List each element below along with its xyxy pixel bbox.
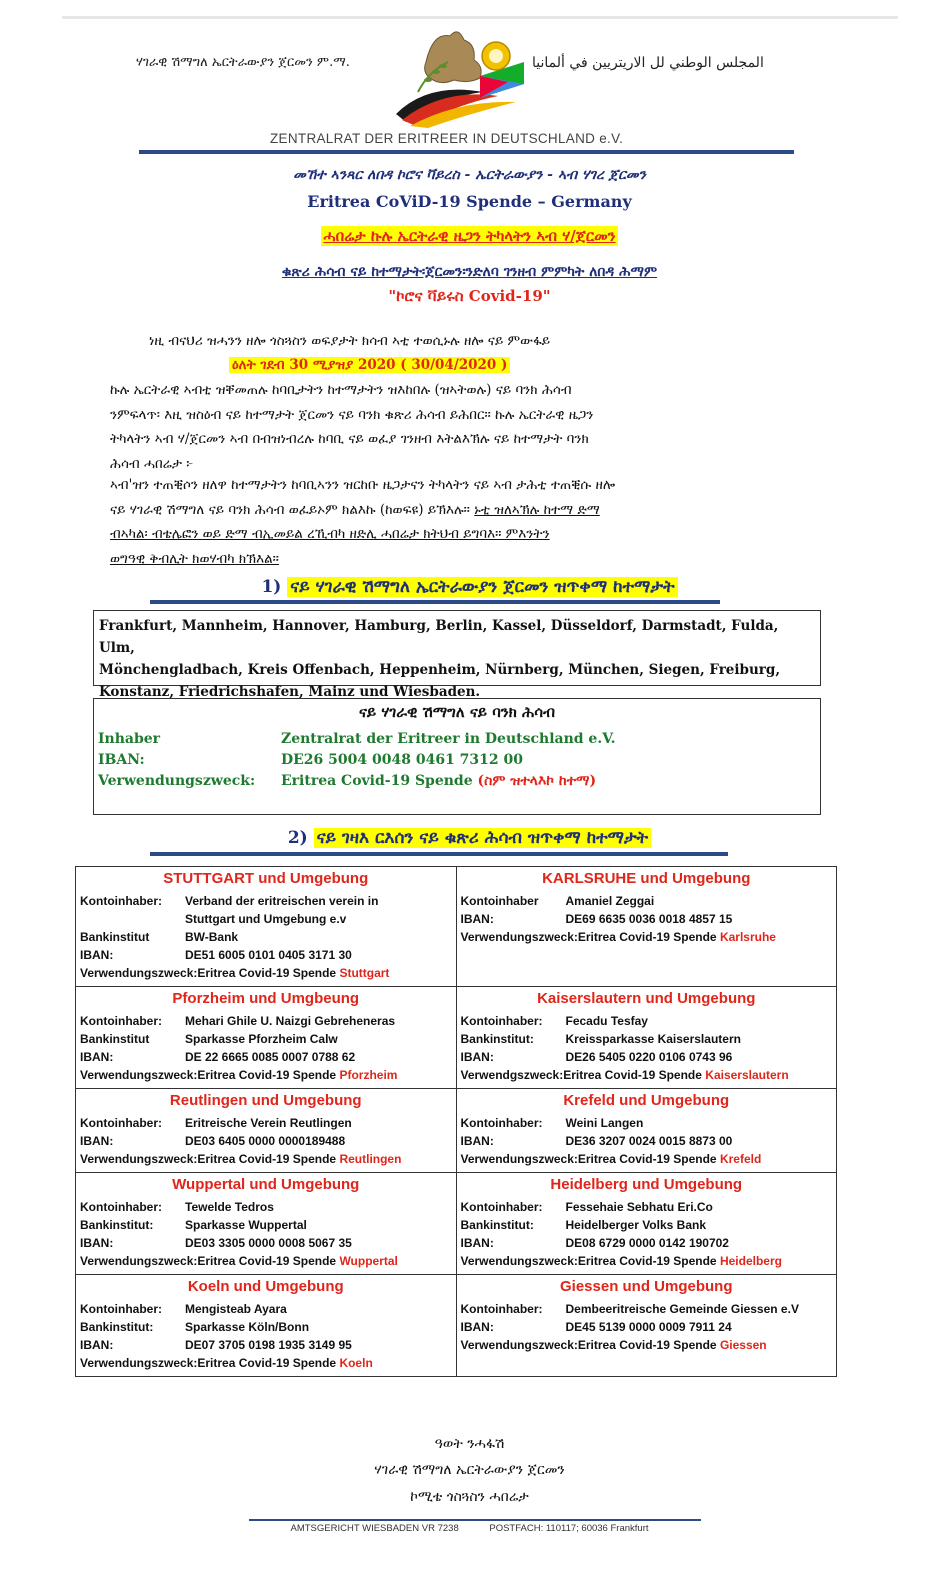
national-bank-account-box [93,698,821,815]
bank-detail-line [80,1234,452,1252]
purpose-label: Verwendungszweck: [80,966,198,980]
purpose-label: Verwendungszweck: [460,1338,578,1352]
intro-paragraph [110,378,810,476]
bank-detail-line [461,1198,833,1216]
header-left-title: ሃገራዊ ሽማግለ ኤርትራውያን ጀርመን ም.ማ. [136,55,350,70]
bank-detail-line [80,1216,452,1234]
intro-line: ንምፍላጥ፡ እዚ ዝስዕብ ናይ ከተማታት ጀርመን ናይ ባንክ ቁጽሪ ሕሳብ ይሕበር። ኩሉ ኤርትራዊ ዜጋን [110,406,594,423]
section1-title: ናይ ሃገራዊ ሽማግለ ኤርትራውያን ጀርመን ዝጥቀማ ከተማታት [287,577,677,597]
bank-detail-line [461,1012,833,1030]
bank-detail-line [80,1048,452,1066]
bank-detail-value: Verband der eritreischen verein in [185,894,379,908]
bank-detail-label: Kontoinhaber: [460,1116,543,1130]
bank-detail-line [461,1030,833,1048]
bank-detail-value: DE45 5139 0000 0009 7911 24 [565,1320,732,1334]
title-info-highlight [0,226,939,245]
bank-detail-label: IBAN: [460,1320,494,1334]
intro-deadline-text: ነዚ ብናህሪ ዝሓንን ዘሎ ጎስጓስን ወፍያታት ክሳብ ኣቲ ተወሲኑሉ ዘሎ ናይ ምውፋይ [149,333,551,349]
bank-city-title: Koeln und Umgebung [187,1278,344,1295]
bank-detail-value: DE03 6405 0000 0000189488 [185,1134,346,1148]
title-account-numbers: ቁጽሪ ሕሳብ ናይ ከተማታት፡ጀርመን፡ንድለባ ገንዘብ ምምካት ለበዳ ሕማም [281,264,658,280]
purpose-text: Eritrea Covid-19 Spende [563,1068,702,1082]
bank-city-title: STUTTGART und Umgebung [163,870,369,887]
purpose-text: Eritrea Covid-19 Spende [197,1254,337,1268]
purpose-label: Verwendgszweck: [460,1068,564,1082]
bank-detail-line [80,928,452,946]
bank-detail-label: Kontoinhaber: [460,1014,543,1028]
bank-detail-value: Sparkasse Wuppertal [185,1218,307,1232]
inhaber-label: Inhaber [98,731,161,747]
bank-purpose-line [461,1150,833,1168]
bank-detail-line [80,1318,452,1336]
bank-detail-value: Fecadu Tesfay [565,1014,648,1028]
purpose-text: Eritrea Covid-19 Spende [577,1254,717,1268]
bank-detail-line [80,1336,452,1354]
bank-detail-label: Bankinstitut: [460,1218,534,1232]
purpose-text: Eritrea Covid-19 Spende [577,1152,717,1166]
bank-cell [76,1275,457,1377]
purpose-city: Karlsruhe [719,930,776,944]
purpose-label: Verwendungszweck: [460,930,578,944]
instructions-underlined: ኑቲ ዝለኣኽሉ ከተማ ድማ [474,501,600,518]
purpose-label: Verwendungszweck: [460,1152,578,1166]
bank-purpose-line [461,928,833,946]
bank-purpose-line [80,1252,452,1270]
intro-line: ኩሉ ኤርትራዊ ኣብቲ ዝቐመጠሉ ከባቢታትን ከተማታትን ዝእከበሉ (ዝኣትወሉ) ናይ ባንክ ሕሳብ [110,382,572,398]
city-bank-accounts-table [75,866,837,1377]
bank-detail-value: DE03 3305 0000 0008 5067 35 [185,1236,352,1250]
bank-detail-value: Heidelberger Volks Bank [565,1218,706,1232]
bank-detail-value: Mengisteab Ayara [185,1302,287,1316]
bank-detail-value: DE51 6005 0101 0405 3171 30 [185,948,352,962]
bank-detail-line [461,1048,833,1066]
purpose-city: Reutlingen [339,1152,402,1166]
deadline-date: ዕለት ገደብ 30 ሚያዝያ 2020 ( 30/04/2020 ) [229,357,510,373]
bank-detail-value: Tewelde Tedros [185,1200,274,1214]
purpose-city: Wuppertal [339,1254,398,1268]
purpose-text: Eritrea Covid-19 Spende [577,1338,717,1352]
bank-detail-value: Sparkasse Pforzheim Calw [185,1032,338,1046]
purpose-label: Verwendungszweck: [80,1254,198,1268]
bank-detail-label: Kontoinhaber: [80,894,162,908]
purpose-text: Eritrea Covid-19 Spende [577,930,717,944]
purpose-city: Koeln [339,1356,373,1370]
zweck-value [281,773,596,789]
bank-detail-label: IBAN: [80,1236,114,1250]
bank-detail-line [80,1012,452,1030]
footer-registry-line [0,1523,939,1534]
bank-city-title: Krefeld und Umgebung [563,1092,730,1109]
instructions-text: ናይ ሃገራዊ ሽማግለ ናይ ባንክ ሕሳብ ወፈይኦም ክልእኩ (ከወፍዩ) ይኽእሉ። [110,501,475,518]
bank-row [76,867,837,987]
section2-underline [150,852,728,856]
bank-detail-line [80,910,452,928]
bank-detail-value: DE08 6729 0000 0142 190702 [565,1236,729,1250]
bank-city-title: KARLSRUHE und Umgebung [542,870,751,887]
zweck-note: (ስም ዝተላእኮ ከተማ) [477,773,597,789]
bank-detail-label: Bankinstitut: [460,1032,534,1046]
bank-detail-label: Kontoinhaber [460,894,539,908]
bank-detail-line [461,910,833,928]
bank-detail-value: Eritreische Verein Reutlingen [185,1116,352,1130]
bank-detail-label: IBAN: [80,1338,114,1352]
footer-postfach: POSTFACH: 110117; 60036 Frankfurt [489,1523,649,1534]
footer-org: ሃገራዊ ሽማግለ ኤርትራውያን ጀርመን [374,1462,565,1478]
section2-title: ናይ ገዛእ ርእሰን ናይ ቁጽሪ ሕሳብ ዝጥቀማ ከተማታት [314,828,652,848]
bank-city-title: Reutlingen und Umgebung [169,1092,362,1109]
bank-detail-value: Fessehaie Sebhatu Eri.Co [565,1200,713,1214]
bank-cell [456,1173,837,1275]
bank-detail-value: Amaniel Zeggai [565,894,655,908]
bank-cell [456,987,837,1089]
intro-line: ሕሳብ ሓበሬታ ፦ [110,455,194,472]
cities-line: Konstanz, Friedrichshafen, Mainz und Wiesbaden. [99,684,481,700]
intro-line: ትካላትን ኣብ ሃ/ጀርመን ኣብ በብዝነብረሉ ከባቢ ናይ ወፈያ ገንዘብ እትልእኽሉ ናይ ከተማታት ባንክ [110,431,589,447]
bank-detail-label: Kontoinhaber: [460,1200,543,1214]
bank-purpose-line [80,1066,452,1084]
section1-underline [150,600,720,604]
bank-city-title: Wuppertal und Umgebung [172,1176,360,1193]
header-right-title: المجلس الوطني لل الاريتريين في ألمانيا [532,55,764,71]
top-rule [62,16,898,19]
bank-cell [456,1275,837,1377]
inhaber-value: Zentralrat der Eritreer in Deutschland e.V. [281,731,616,747]
bank-row [76,1173,837,1275]
bank-city-title: Kaiserslautern und Umgebung [537,990,756,1007]
section2-heading [0,828,939,848]
bank-detail-line [80,1300,452,1318]
bank-row [76,1275,837,1377]
bank-cell [76,987,457,1089]
bank-row [76,987,837,1089]
bank-detail-label: Bankinstitut: [80,1218,154,1232]
bank-detail-label: IBAN: [80,1050,114,1064]
bank-detail-value: Sparkasse Köln/Bonn [185,1320,310,1334]
bank-detail-label: Kontoinhaber: [80,1200,162,1214]
title-info-text: ሓበሬታ ኩሉ ኤርትራዊ ዜጋን ትካላትን ኣብ ሃ/ጀርመን [323,227,616,245]
zweck-text: Eritrea Covid-19 Spende [281,773,473,789]
title-spende: Eritrea CoViD-19 Spende – Germany [307,192,632,211]
bank-purpose-line [80,964,452,982]
title-corona-virus: "ኮሮና ቫይሩስ Covid-19" [388,287,551,305]
bank-detail-label: Kontoinhaber: [80,1116,162,1130]
bank-detail-label [80,910,185,928]
purpose-city: Giessen [719,1338,767,1352]
bank-detail-line [461,1234,833,1252]
purpose-text: Eritrea Covid-19 Spende [197,1068,337,1082]
bank-detail-line [461,1114,833,1132]
bank-detail-label: IBAN: [80,1134,114,1148]
bank-detail-label: IBAN: [460,1236,494,1250]
bank-detail-line [80,946,452,964]
bank-purpose-line [461,1252,833,1270]
bank-cell [76,867,457,987]
bank-detail-line [461,1318,833,1336]
bank-city-title: Pforzheim und Umgbeung [172,990,360,1007]
bank-detail-line [80,1030,452,1048]
bank-purpose-line [80,1150,452,1168]
bank-detail-line [80,1132,452,1150]
bank-detail-label: Bankinstitut [80,1032,150,1046]
purpose-city: Heidelberg [719,1254,782,1268]
bank-detail-label: Bankinstitut: [80,1320,154,1334]
cities-line: Mönchengladbach, Kreis Offenbach, Heppenheim, Nürnberg, München, Siegen, Freiburg, [99,662,781,678]
instructions-paragraph [110,473,810,571]
zweck-label: Verwendungszweck: [98,773,256,789]
bank-city-title: Heidelberg und Umgebung [550,1176,743,1193]
bank-detail-line [80,892,452,910]
bank-detail-value: DE36 3207 0024 0015 8873 00 [565,1134,733,1148]
footer-registry: AMTSGERICHT WIESBADEN VR 7238 [290,1523,459,1534]
purpose-label: Verwendungszweck: [80,1068,198,1082]
cities-line: Frankfurt, Mannheim, Hannover, Hamburg, Berlin, Kassel, Düsseldorf, Darmstadt, Fulda, Ulm, [99,618,779,656]
logo-map-eritrea [425,32,481,83]
bank-cell [76,1173,457,1275]
section1-number: 1) [261,577,282,597]
iban-value: DE26 5004 0048 0461 7312 00 [281,752,524,768]
bank-detail-label: IBAN: [460,912,494,926]
bank-detail-line [461,1132,833,1150]
bank-detail-value: Dembeeritreische Gemeinde Giessen e.V [565,1302,799,1316]
iban-label: IBAN: [98,752,145,768]
purpose-city: Stuttgart [339,966,390,980]
bank-purpose-line [461,1336,833,1354]
instructions-line: ብኣካል፡ ብቴሌፎን ወይ ድማ ብኢመይል ረኺብካ ዘድሊ ሓበሬታ ክትህብ ይግባእ። ምእንትን [110,526,550,542]
bank-detail-label: Kontoinhaber: [80,1302,162,1316]
bank-purpose-line [80,1354,452,1372]
bank-detail-label: IBAN: [80,948,114,962]
purpose-text: Eritrea Covid-19 Spende [197,966,337,980]
section2-number: 2) [287,828,308,848]
bank-detail-value: DE07 3705 0198 1935 3149 95 [185,1338,352,1352]
header-divider [139,150,794,154]
bank-detail-value: Kreissparkasse Kaiserslautern [565,1032,741,1046]
purpose-label: Verwendungszweck: [80,1356,198,1370]
bank-detail-label: Bankinstitut [80,930,150,944]
bank-detail-line [461,1300,833,1318]
bank-city-title: Giessen und Umgebung [559,1278,733,1295]
instructions-line: ኣብ'ዝን ተጠቒሶን ዘለዋ ከተማታትን ከባቢኣንን ዝርከቡ ዜጋታናን ትካላትን ናይ ኣብ ታሕቲ ተጠቒሱ ዘሎ [110,477,616,493]
bank-cell [456,867,837,987]
bank-detail-value: DE26 5405 0220 0106 0743 96 [565,1050,733,1064]
bank-cell [456,1089,837,1173]
bank-detail-line [461,1216,833,1234]
bank-detail-value: Stuttgart und Umgebung e.v [185,912,347,926]
bank-detail-line [461,892,833,910]
bank-detail-line [80,1198,452,1216]
footer-slogan: ዓወት ንሓፋሽ [434,1436,505,1452]
bank-detail-label: IBAN: [460,1134,494,1148]
national-bank-heading: ናይ ሃገራዊ ሽማግለ ናይ ባንክ ሕሳብ [358,703,556,721]
bank-purpose-line [461,1066,833,1084]
bank-detail-label: IBAN: [460,1050,494,1064]
section1-heading [0,577,939,597]
bank-detail-line [80,1114,452,1132]
bank-detail-label: Kontoinhaber: [460,1302,543,1316]
footer-divider [249,1519,701,1521]
purpose-city: Kaiserslautern [705,1068,789,1082]
bank-cell [76,1089,457,1173]
bank-detail-value: DE69 6635 0036 0018 4857 15 [565,912,733,926]
bank-detail-value: BW-Bank [185,930,239,944]
bank-detail-value: DE 22 6665 0085 0007 0788 62 [185,1050,356,1064]
bank-detail-value: Mehari Ghile U. Naizgi Gebreheneras [185,1014,396,1028]
bank-row [76,1089,837,1173]
bank-detail-value: Weini Langen [565,1116,644,1130]
purpose-label: Verwendungszweck: [460,1254,578,1268]
title-tigrinya: መኸተ ኣንጻር ለበዳ ኮሮና ቫይረስ - ኤርትራውያን - ኣብ ሃገረ ጀርመን [293,167,646,183]
organization-name: ZENTRALRAT DER ERITREER IN DEUTSCHLAND e.V. [270,131,624,146]
national-cities-box [93,610,821,700]
purpose-text: Eritrea Covid-19 Spende [197,1356,337,1370]
instructions-line: ወግዓዊ ቅብሊት ክወሃብካ ክኽእል። [110,550,279,567]
bank-detail-label: Kontoinhaber: [80,1014,162,1028]
purpose-label: Verwendungszweck: [80,1152,198,1166]
instructions-line [110,498,810,523]
footer-committee: ኮሚቴ ጎስጓስን ሓበሬታ [410,1489,529,1505]
purpose-city: Pforzheim [339,1068,398,1082]
purpose-city: Krefeld [719,1152,762,1166]
eritrea-germany-logo [388,22,538,128]
purpose-text: Eritrea Covid-19 Spende [197,1152,337,1166]
